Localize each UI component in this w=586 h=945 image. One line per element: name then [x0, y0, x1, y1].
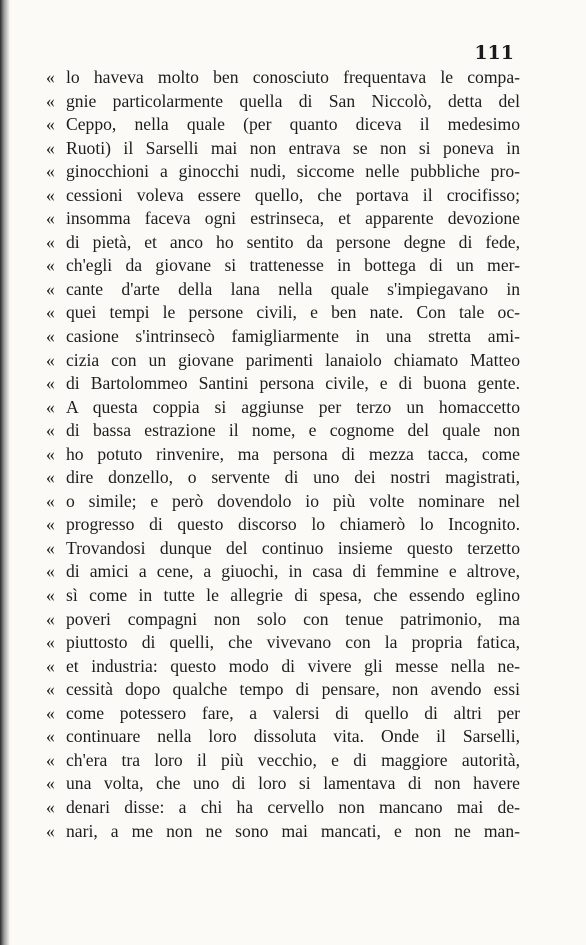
- text-line: [46, 66, 520, 90]
- quote-mark: «: [46, 137, 55, 158]
- line-text: di amici a cene, a giuochi, in casa di femmine e altrove,: [66, 561, 520, 582]
- text-line: [46, 443, 520, 467]
- quote-mark: «: [46, 114, 55, 135]
- text-line: [46, 678, 520, 702]
- text-line: [46, 796, 520, 820]
- quote-mark: «: [46, 537, 55, 558]
- line-text: ginocchioni a ginocchi nudi, siccome nelle pubbliche pro-: [66, 161, 520, 182]
- quote-mark: «: [46, 255, 55, 276]
- quote-mark: «: [46, 67, 55, 87]
- line-text: gnie particolarmente quella di San Niccolò, detta del: [66, 90, 520, 111]
- text-line: [46, 278, 520, 302]
- page-number: 111: [474, 42, 514, 64]
- quote-mark: «: [46, 420, 55, 441]
- line-text: casione s'intrinsecò famigliarmente in una stretta ami-: [66, 326, 520, 347]
- quote-mark: «: [46, 561, 55, 582]
- quote-mark: «: [46, 632, 55, 653]
- text-line: [46, 537, 520, 561]
- quote-mark: «: [46, 208, 55, 229]
- quote-mark: «: [46, 655, 55, 676]
- text-line: [46, 137, 520, 161]
- text-line: [46, 490, 520, 514]
- text-line: [46, 184, 520, 208]
- text-line: [46, 254, 520, 278]
- quote-mark: «: [46, 820, 55, 841]
- quote-mark: «: [46, 349, 55, 370]
- quote-mark: «: [46, 608, 55, 629]
- text-line: [46, 349, 520, 373]
- quote-mark: «: [46, 514, 55, 535]
- text-line: [46, 372, 520, 396]
- line-text: ho potuto rinvenire, ma persona di mezza tacca, come: [66, 443, 520, 464]
- quote-mark: «: [46, 161, 55, 182]
- line-text: progresso di questo discorso lo chiamerò lo Incognito.: [66, 514, 520, 535]
- quote-mark: «: [46, 443, 55, 464]
- text-line: [46, 325, 520, 349]
- line-text: o simile; e però dovendolo io più volte nominare nel: [66, 490, 520, 511]
- text-line: [46, 113, 520, 137]
- quote-mark: «: [46, 396, 55, 417]
- quote-mark: «: [46, 749, 55, 770]
- line-text: una volta, che uno di loro si lamentava di non havere: [66, 773, 520, 794]
- page-edge-shadow: [0, 0, 10, 945]
- quote-mark: «: [46, 467, 55, 488]
- line-text: Ruoti) il Sarselli mai non entrava se non si poneva in: [66, 137, 520, 158]
- line-text: poveri compagni non solo con tenue patrimonio, ma: [66, 608, 520, 629]
- quote-mark: «: [46, 231, 55, 252]
- line-text: come potessero fare, a valersi di quello di altri per: [66, 702, 520, 723]
- quote-mark: «: [46, 278, 55, 299]
- text-line: [46, 820, 520, 844]
- text-line: [46, 584, 520, 608]
- text-line: [46, 560, 520, 584]
- line-text: quei tempi le persone civili, e ben nate. Con tale oc-: [66, 302, 520, 323]
- text-line: [46, 419, 520, 443]
- quote-mark: «: [46, 773, 55, 794]
- line-text: di Bartolommeo Santini persona civile, e di buona gente.: [66, 373, 520, 394]
- quote-mark: «: [46, 679, 55, 700]
- quote-mark: «: [46, 490, 55, 511]
- text-line: [46, 90, 520, 114]
- line-text: A questa coppia si aggiunse per terzo un homaccetto: [66, 396, 520, 417]
- text-line: [46, 513, 520, 537]
- quote-mark: «: [46, 702, 55, 723]
- quote-mark: «: [46, 184, 55, 205]
- line-text: nari, a me non ne sono mai mancati, e non ne man-: [66, 820, 520, 841]
- line-text: sì come in tutte le allegrie di spesa, che essendo eglino: [66, 585, 520, 606]
- text-line: [46, 749, 520, 773]
- text-line: [46, 608, 520, 632]
- quote-mark: «: [46, 90, 55, 111]
- line-text: ch'egli da giovane si trattenesse in bottega di un mer-: [66, 255, 520, 276]
- line-text: cessioni voleva essere quello, che portava il crocifisso;: [66, 184, 520, 205]
- text-line: [46, 631, 520, 655]
- line-text: insomma faceva ogni estrinseca, et apparente devozione: [66, 208, 520, 229]
- line-text: Ceppo, nella quale (per quanto diceva il medesimo: [66, 114, 520, 135]
- text-line: [46, 725, 520, 749]
- text-line: [46, 207, 520, 231]
- quote-mark: «: [46, 326, 55, 347]
- line-text: di bassa estrazione il nome, e cognome del quale non: [66, 420, 520, 441]
- quote-mark: «: [46, 373, 55, 394]
- text-line: [46, 466, 520, 490]
- quote-mark: «: [46, 796, 55, 817]
- text-line: [46, 231, 520, 255]
- line-text: cessità dopo qualche tempo di pensare, non avendo essi: [66, 679, 520, 700]
- line-text: lo haveva molto ben conosciuto frequentava le compa-: [66, 67, 520, 87]
- text-line: [46, 772, 520, 796]
- text-line: [46, 160, 520, 184]
- text-line: [46, 655, 520, 679]
- line-text: di pietà, et anco ho sentito da persone degne di fede,: [66, 231, 520, 252]
- line-text: et industria: questo modo di vivere gli messe nella ne-: [66, 655, 520, 676]
- line-text: cante d'arte della lana nella quale s'impiegavano in: [66, 278, 520, 299]
- quote-mark: «: [46, 585, 55, 606]
- text-line: [46, 301, 520, 325]
- line-text: piuttosto di quelli, che vivevano con la propria fatica,: [66, 632, 520, 653]
- line-text: cizia con un giovane parimenti lanaiolo chiamato Matteo: [66, 349, 520, 370]
- text-line: [46, 702, 520, 726]
- body-text: [46, 66, 520, 843]
- line-text: ch'era tra loro il più vecchio, e di maggiore autorità,: [66, 749, 520, 770]
- line-text: continuare nella loro dissoluta vita. Onde il Sarselli,: [66, 726, 520, 747]
- line-text: Trovandosi dunque del continuo insieme questo terzetto: [66, 537, 520, 558]
- quote-mark: «: [46, 726, 55, 747]
- quote-mark: «: [46, 302, 55, 323]
- line-text: denari disse: a chi ha cervello non mancano mai de-: [66, 796, 520, 817]
- line-text: dire donzello, o servente di uno dei nostri magistrati,: [66, 467, 520, 488]
- text-line: [46, 396, 520, 420]
